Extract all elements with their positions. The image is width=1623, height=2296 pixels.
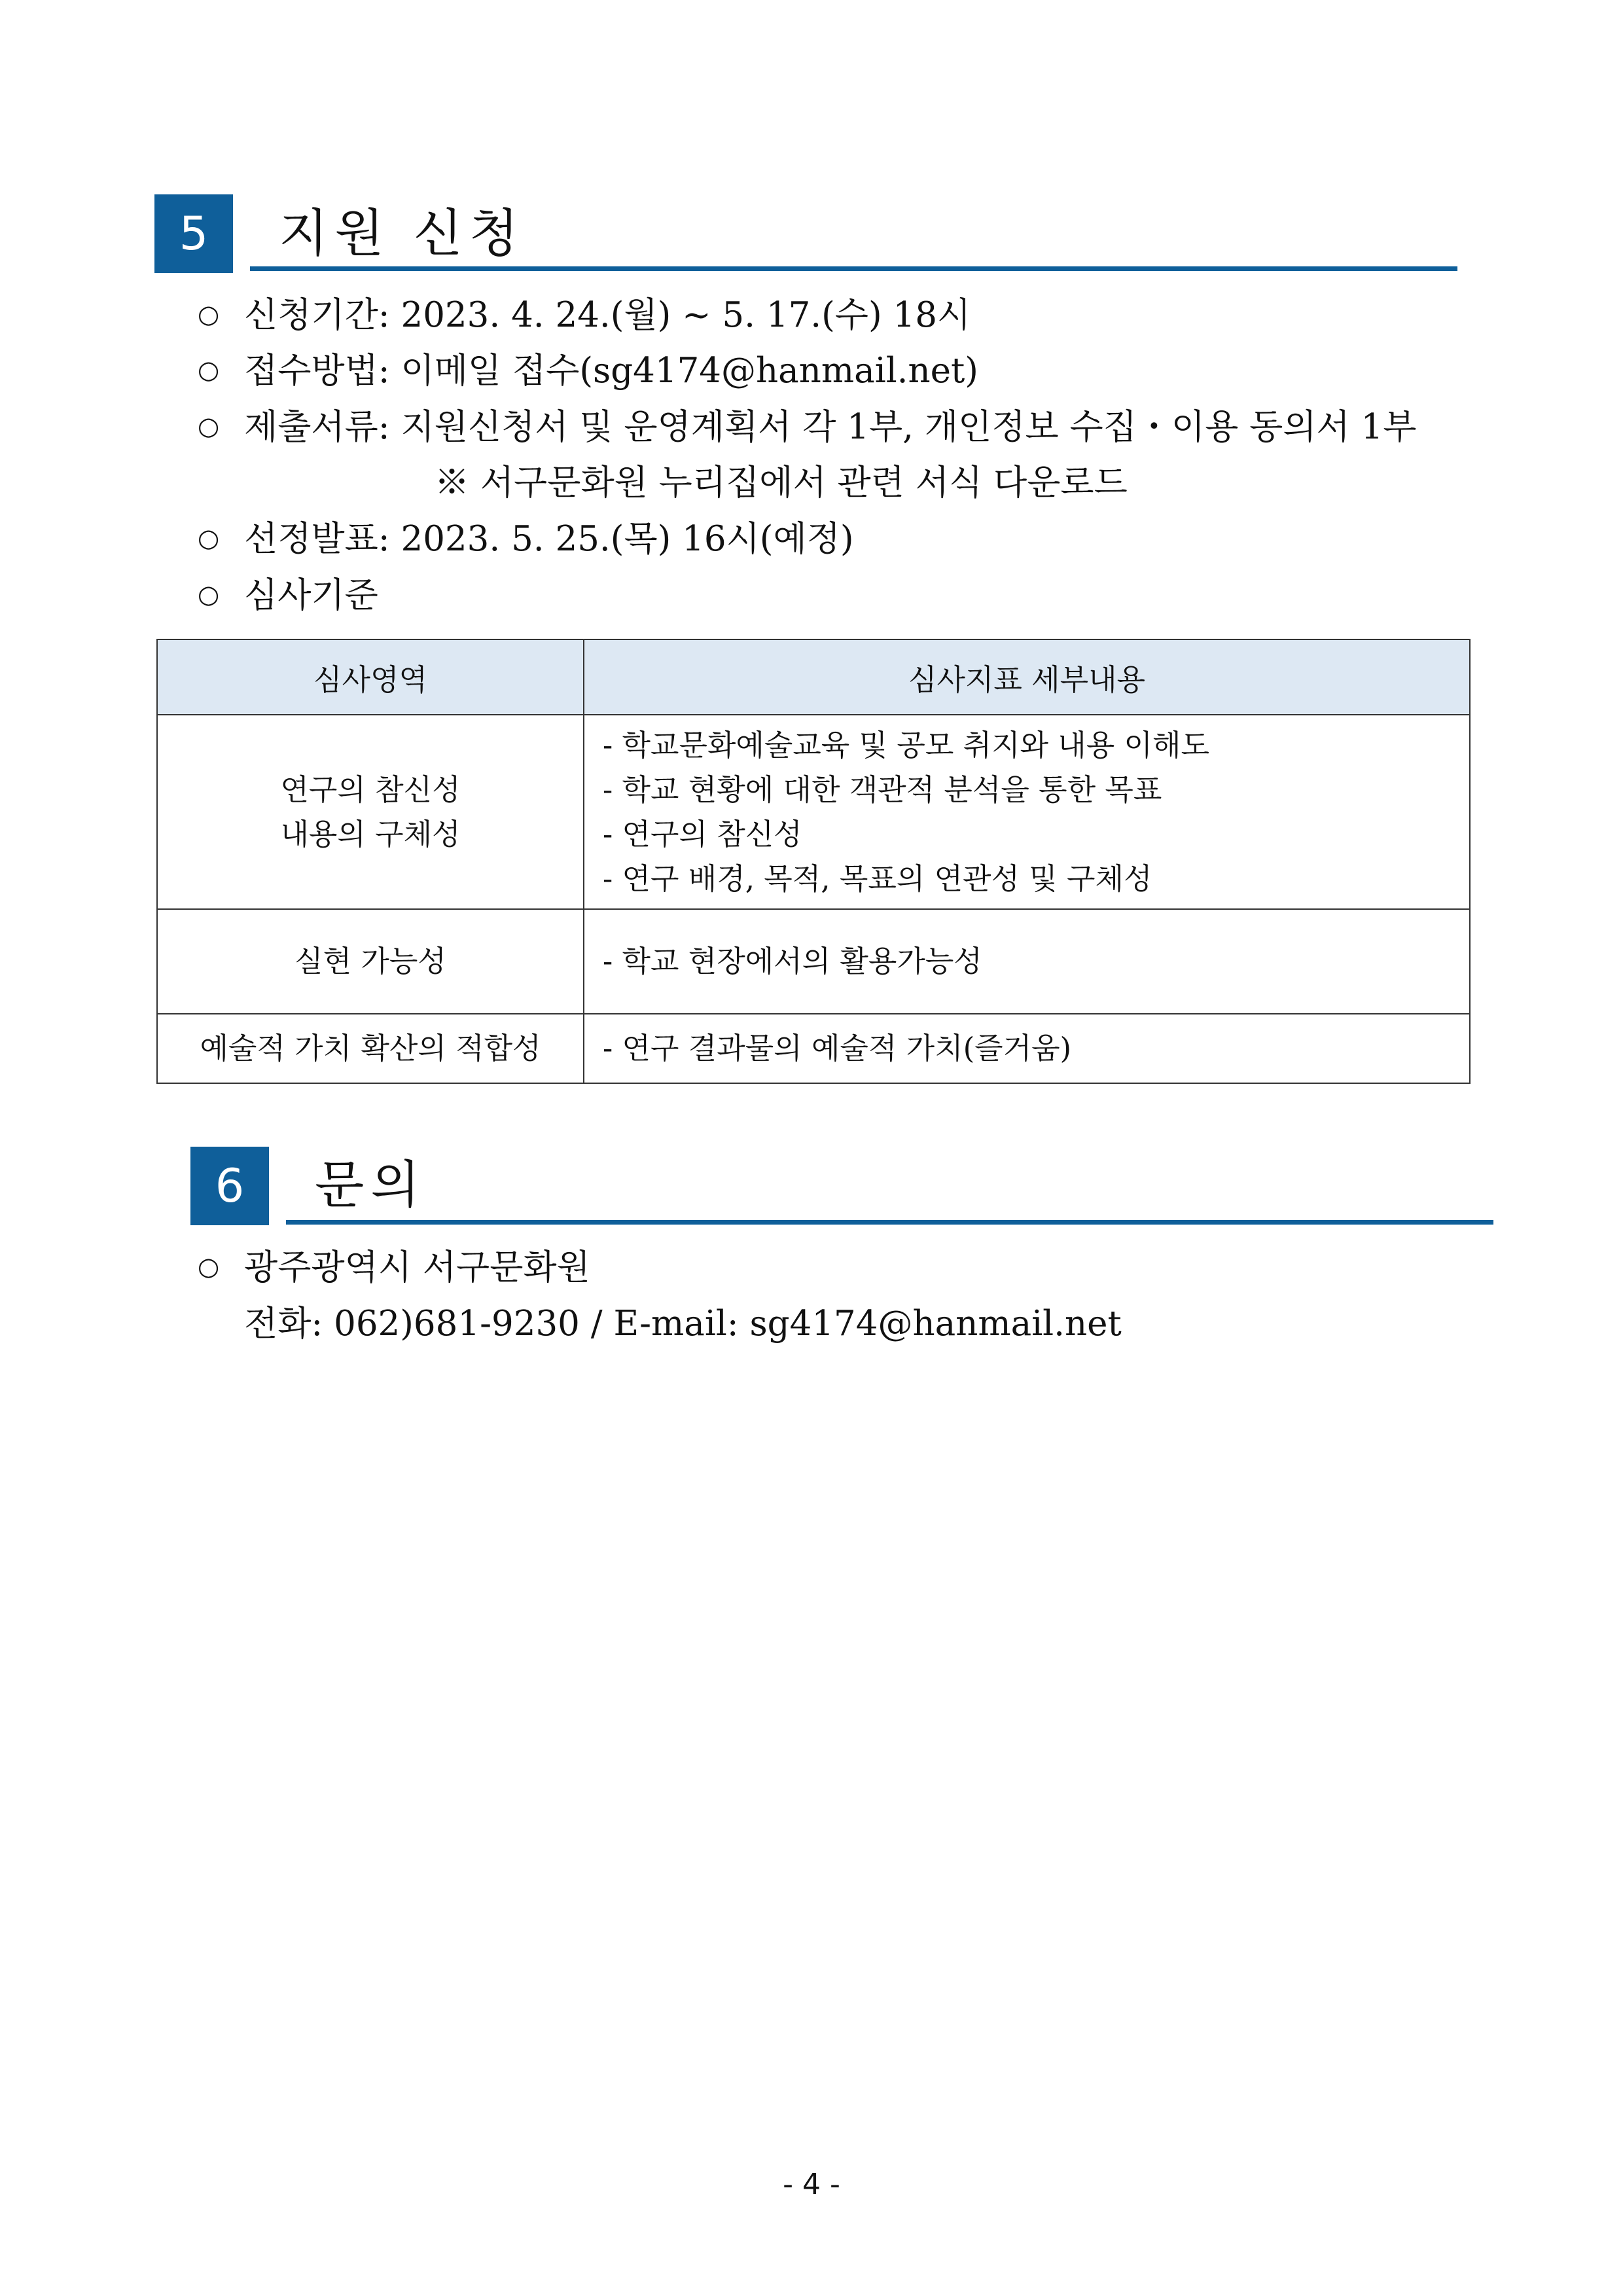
header-details: 심사지표 세부내용 bbox=[584, 639, 1470, 715]
details-cell bbox=[584, 1014, 1470, 1083]
bullet-text: 제출서류: 지원신청서 및 운영계획서 각 1부, 개인정보 수집・이용 동의서 1부 bbox=[244, 407, 1417, 447]
section-6-title: 문의 bbox=[315, 1156, 427, 1215]
bullet-text: 선정발표: 2023. 5. 25.(목) 16시(예정) bbox=[244, 519, 854, 559]
header-area: 심사영역 bbox=[157, 639, 584, 715]
bullet-mark: ○ bbox=[198, 300, 220, 329]
area-line: 예술적 가치 확산의 적합성 bbox=[200, 1031, 541, 1066]
area-cell bbox=[157, 909, 584, 1014]
bullet-mark: ○ bbox=[198, 355, 220, 384]
details-cell bbox=[584, 909, 1470, 1014]
detail-line: - 연구 배경, 목적, 목표의 연관성 및 구체성 bbox=[603, 861, 1152, 896]
bullet-text: 심사기준 bbox=[244, 575, 378, 615]
section-5-title: 지원 신청 bbox=[279, 204, 526, 263]
page-number: - 4 - bbox=[783, 2168, 840, 2201]
table-row bbox=[157, 1014, 1470, 1083]
bullet-mark: ○ bbox=[198, 524, 220, 552]
section-6-underline bbox=[286, 1220, 1493, 1225]
table-row bbox=[157, 909, 1470, 1014]
detail-line: - 학교 현황에 대한 객관적 분석을 통한 목표 bbox=[603, 772, 1162, 807]
download-note: ※ 서구문화원 누리집에서 관련 서식 다운로드 bbox=[435, 463, 1128, 503]
detail-line: - 학교 현장에서의 활용가능성 bbox=[603, 944, 982, 978]
area-line: 내용의 구체성 bbox=[280, 816, 461, 852]
bullet-text: 신청기간: 2023. 4. 24.(월) ~ 5. 17.(수) 18시 bbox=[244, 295, 971, 335]
evaluation-criteria-table bbox=[156, 639, 1471, 1084]
bullet-mark: ○ bbox=[198, 580, 220, 609]
detail-line: - 연구의 참신성 bbox=[603, 816, 802, 852]
area-cell bbox=[157, 1014, 584, 1083]
bullet-text: 광주광역시 서구문화원 bbox=[244, 1247, 590, 1287]
table-row bbox=[157, 715, 1470, 909]
bullet-mark: ○ bbox=[198, 412, 220, 440]
contact-info: 전화: 062)681-9230 / E-mail: sg4174@hanmail.net bbox=[244, 1304, 1122, 1344]
section-5-number: 5 bbox=[154, 194, 233, 273]
area-line: 실현 가능성 bbox=[294, 944, 446, 978]
bullet-mark: ○ bbox=[198, 1252, 220, 1281]
area-line: 연구의 참신성 bbox=[280, 772, 461, 807]
details-cell bbox=[584, 715, 1470, 909]
bullet-text: 접수방법: 이메일 접수(sg4174@hanmail.net) bbox=[244, 351, 978, 391]
table-header-row bbox=[157, 639, 1470, 715]
area-cell bbox=[157, 715, 584, 909]
section-6-number: 6 bbox=[190, 1147, 269, 1225]
detail-line: - 학교문화예술교육 및 공모 취지와 내용 이해도 bbox=[603, 727, 1209, 762]
section-5-underline bbox=[250, 266, 1457, 271]
detail-line: - 연구 결과물의 예술적 가치(즐거움) bbox=[603, 1031, 1072, 1066]
